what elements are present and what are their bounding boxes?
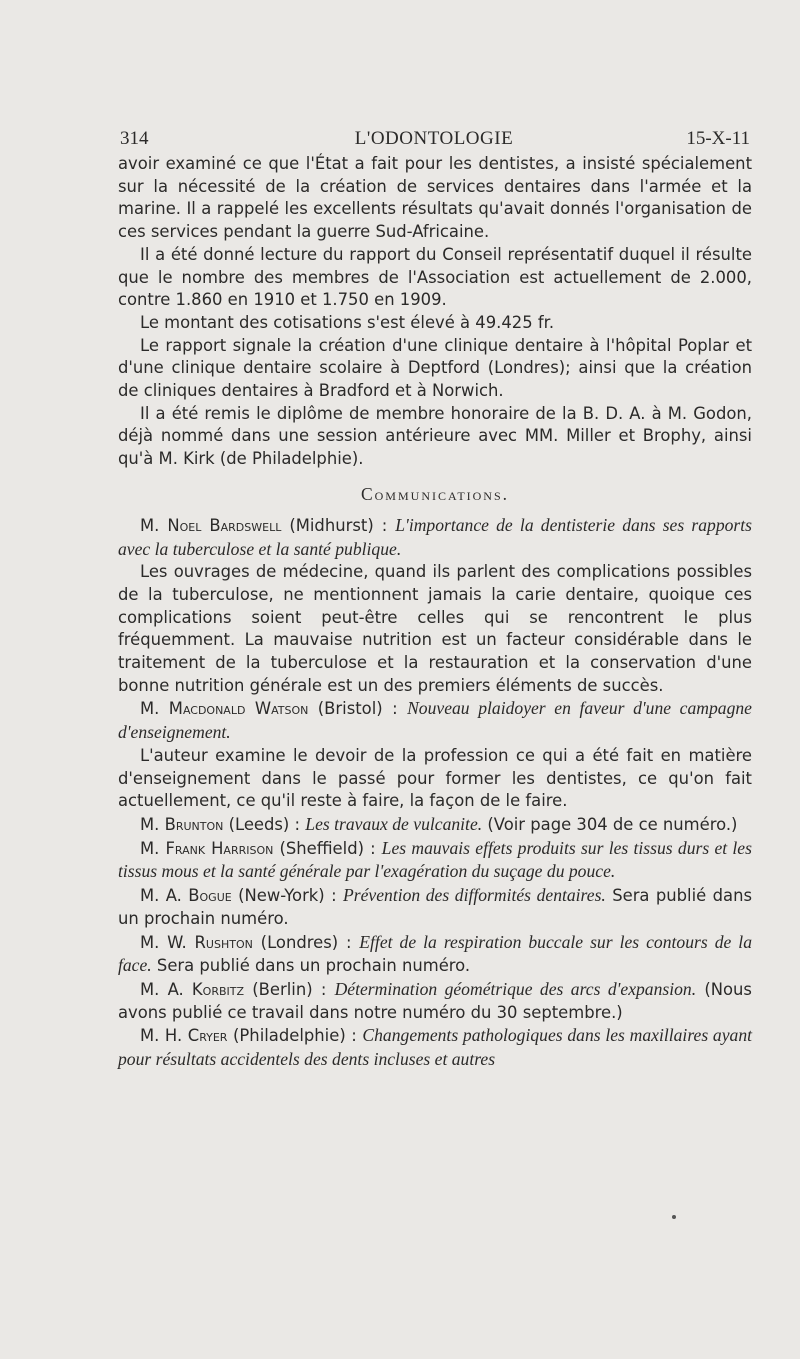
author-prefix: M. <box>140 699 160 719</box>
communication-title: Nouveau plaidoyer en faveur d'une campagne d'enseignement. <box>118 698 752 743</box>
author-name: Frank Harrison <box>165 838 274 858</box>
ink-speck <box>672 1215 676 1219</box>
page-number: 314 <box>120 128 149 149</box>
paragraph: Le montant des cotisations s'est élevé à 49.425 fr. <box>140 312 555 332</box>
communication-entry <box>118 837 752 884</box>
communication-entry <box>118 697 752 744</box>
author-name: Cryer <box>187 1026 228 1046</box>
running-head <box>118 124 750 154</box>
communication-note: (Voir page 304 de ce numéro.) <box>487 814 738 834</box>
author-place: (Sheffield) : <box>279 838 376 858</box>
communication-note: (Nous avons publié ce travail dans notre numéro du 30 septembre.) <box>118 979 752 1022</box>
communication-entry <box>118 978 752 1024</box>
communication-summary: Les ouvrages de médecine, quand ils parlent des complications possibles de la tuberculose, ne mentionnent jamais la carie dentaire, quoique ces complications soient peut-être celles qui se rencontrent le plus fréquemment. La mauvaise nutrition est un facteur considérable dans le traitement de la tuberculose et la restauration et la conservation d'une bonne nutrition générale est un des premiers éléments de succès. <box>118 562 752 695</box>
author-name: Noel Bardswell <box>167 515 282 535</box>
author-name: Rushton <box>194 932 253 952</box>
communication-entry <box>118 931 752 978</box>
author-place: (Midhurst) : <box>289 515 388 535</box>
author-prefix: M. H. <box>140 1026 183 1046</box>
author-prefix: M. <box>140 838 160 858</box>
communication-entry <box>118 514 752 561</box>
author-prefix: M. <box>140 814 160 834</box>
communication-title: Changements pathologiques dans les maxillaires ayant pour résultats accidentels des dents incluses et autres <box>118 1025 753 1070</box>
communication-title: Les mauvais effets produits sur les tissus durs et les tissus mous et la santé générale par l'exagération du suçage du pouce. <box>118 837 752 882</box>
communication-note: Sera publié dans un prochain numéro. <box>118 886 752 928</box>
author-name: Brunton <box>164 814 224 834</box>
author-prefix: M. A. <box>140 979 184 999</box>
paragraph: Il a été donné lecture du rapport du Conseil représentatif duquel il résulte que le nombre des membres de l'Association est actuellement de 2.000, contre 1.860 en 1910 et 1.750 en 1909. <box>118 244 752 310</box>
communication-title: Les travaux de vulcanite. <box>305 813 483 834</box>
paragraph: Le rapport signale la création d'une clinique dentaire à l'hôpital Poplar et d'une clinique dentaire scolaire à Deptford (Londres); ainsi que la création de cliniques dentaires à Bradford et à Norwich. <box>118 335 752 401</box>
communication-entry <box>118 884 752 930</box>
communication-title: Détermination géométrique des arcs d'expansion. <box>334 978 697 999</box>
communication-title: Prévention des difformités dentaires. <box>343 885 606 906</box>
section-heading: Communications. <box>360 483 510 504</box>
author-name: Macdonald Watson <box>168 699 309 719</box>
paragraph: Il a été remis le diplôme de membre honoraire de la B. D. A. à M. Godon, déjà nommé dans une session antérieure avec MM. Miller et Brophy, ainsi qu'à M. Kirk (de Philadelphie). <box>118 403 752 469</box>
journal-title: L'ODONTOLOGIE <box>354 128 514 149</box>
communication-title: Effet de la respiration buccale sur les contours de la face. <box>118 931 752 976</box>
author-place: (Berlin) : <box>252 979 327 999</box>
author-place: (Philadelphie) : <box>233 1026 357 1046</box>
author-place: (New-York) : <box>238 886 337 906</box>
author-place: (Bristol) : <box>317 699 398 719</box>
author-prefix: M. A. <box>140 886 182 906</box>
author-name: Bogue <box>188 886 232 906</box>
communication-entry <box>118 813 752 837</box>
author-prefix: M. W. <box>140 932 187 952</box>
issue-date: 15-X-11 <box>686 128 750 149</box>
communication-summary: L'auteur examine le devoir de la profession ce qui a été fait en matière d'enseignement dans le passé pour former les dentistes, ce qu'on fait actuellement, ce qu'il reste à faire, la façon de le faire. <box>118 745 752 811</box>
author-place: (Londres) : <box>260 932 352 952</box>
author-place: (Leeds) : <box>228 814 301 834</box>
article-body <box>118 153 752 1072</box>
communication-title: L'importance de la dentisterie dans ses rapports avec la tuberculose et la santé publique. <box>118 514 752 559</box>
communication-entry <box>118 1024 752 1071</box>
author-name: Korbitz <box>191 979 245 999</box>
communication-note: Sera publié dans un prochain numéro. <box>156 956 471 976</box>
paragraph: avoir examiné ce que l'État a fait pour les dentistes, a insisté spécialement sur la nécessité de la création de services dentaires dans l'armée et la marine. Il a rappelé les excellents résultats qu'avait donnés l'organisation de ces services pendant la guerre Sud-Africaine. <box>118 154 752 242</box>
author-prefix: M. <box>140 515 160 535</box>
